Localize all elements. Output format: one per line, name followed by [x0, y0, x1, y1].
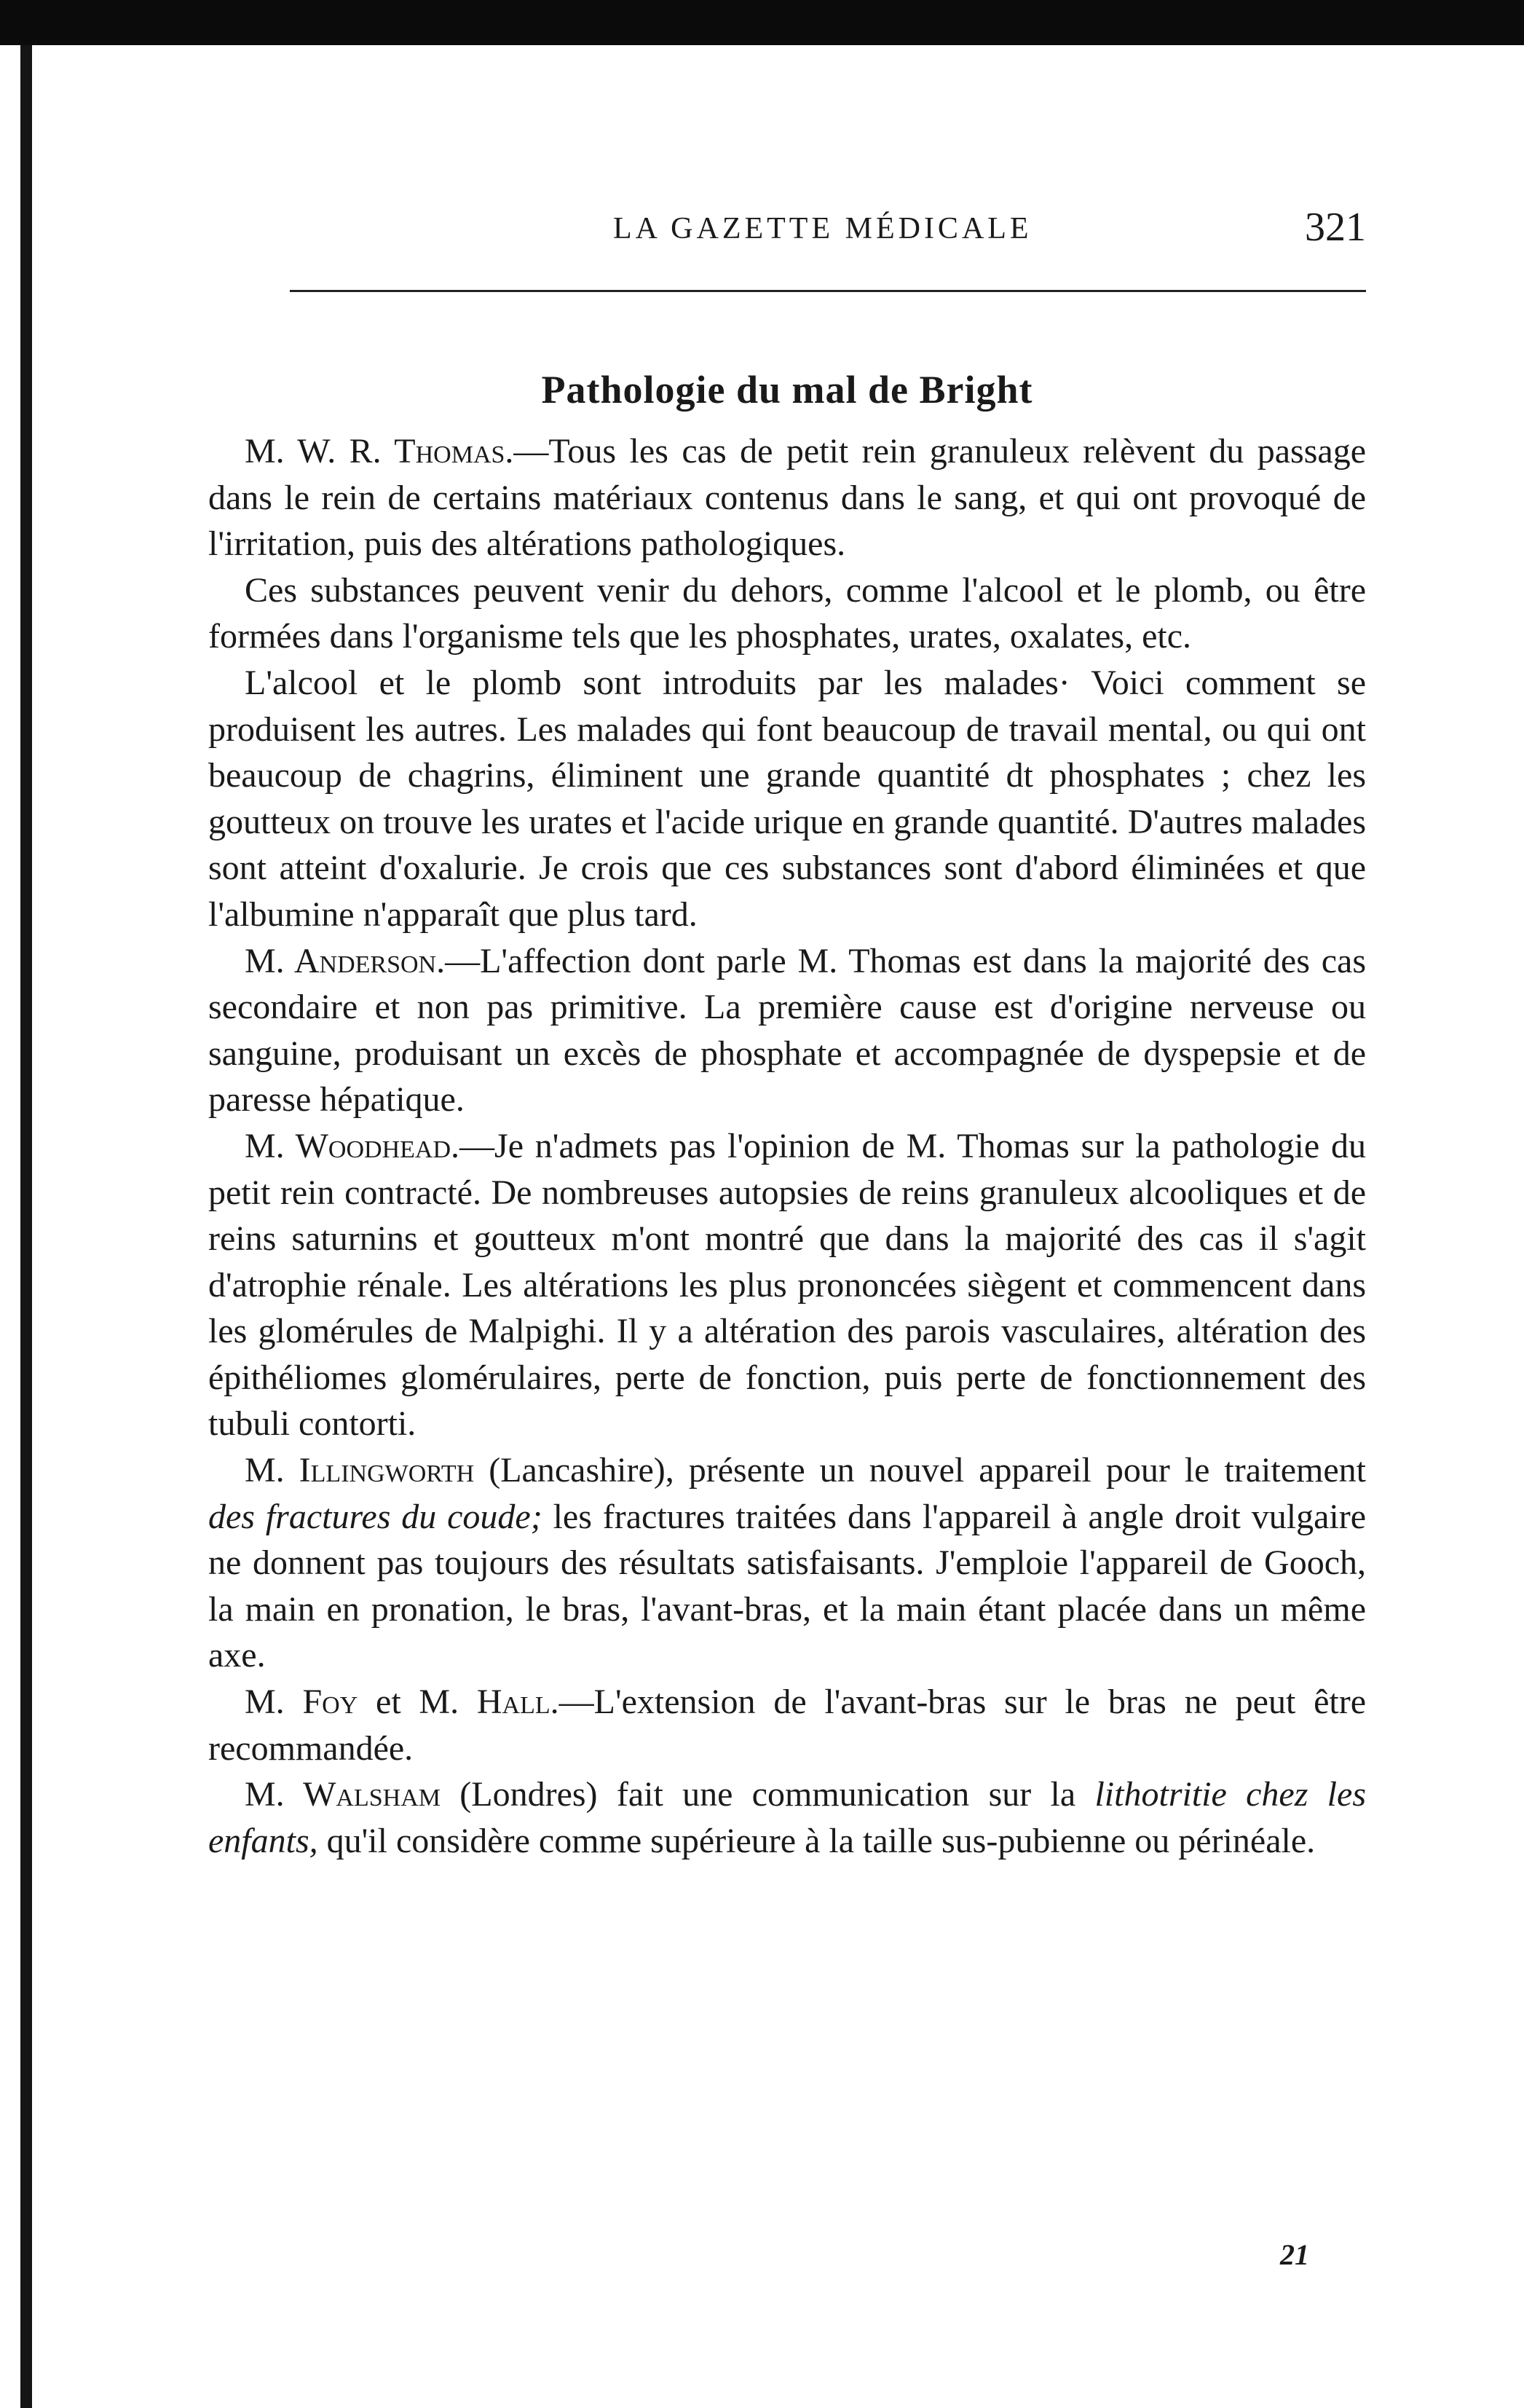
scan-left-border: [20, 45, 32, 2408]
speaker-name: M. Illingworth: [245, 1451, 475, 1490]
speaker-name: M. Woodhead: [245, 1126, 451, 1165]
paragraph-text: (Londres) fait une communication sur la: [440, 1775, 1095, 1814]
paragraph-text: les fractures traitées dans l'appareil à angle droit vulgaire ne donnent pas toujours des résultats satisfaisants. J'emploie l'appareil de Gooch, la main en pronation, le bras, l'avant-bras, et la main étant placée dans un même axe.: [208, 1497, 1366, 1675]
paragraph-foy-hall: [208, 1679, 1366, 1771]
paragraph-thomas: [208, 428, 1366, 567]
page-header: [208, 205, 1366, 267]
header-rule: [290, 290, 1366, 292]
scan-top-border: [0, 0, 1524, 45]
paragraph-alcool: [208, 660, 1366, 938]
paragraph-text: L'alcool et le plomb sont introduits par les malades· Voici comment se produisent les autres. Les malades qui font beaucoup de travail mental, ou qui ont beaucoup de chagrins, éliminent une grande quantité dt phosphates ; chez les goutteux on trouve les urates et l'acide urique en grande quantité. D'autres malades sont atteint d'oxalurie. Je crois que ces substances sont d'abord éliminées et que l'albumine n'apparaît que plus tard.: [208, 663, 1366, 934]
article-body: [208, 428, 1366, 1864]
paragraph-text: .—Tous les cas de petit rein granuleux relèvent du passage dans le rein de certains matériaux contenus dans le sang, et qui ont provoqué de l'irritation, puis des altérations pathologiques.: [208, 432, 1366, 564]
paragraph-text: qu'il considère comme supérieure à la taille sus-pubienne ou périnéale.: [317, 1821, 1316, 1860]
page-number: 321: [1305, 205, 1366, 250]
section-title: Pathologie du mal de Bright: [541, 368, 1033, 412]
speaker-name-2: M. Hall: [419, 1683, 550, 1722]
paragraph-text: (Lancashire), présente un nouvel appareil pour le traitement: [474, 1451, 1367, 1490]
paragraph-substances: [208, 567, 1366, 660]
italic-phrase: lithotritie chez les enfants,: [208, 1775, 1367, 1860]
speaker-name: M. Anderson: [245, 941, 437, 980]
speaker-name: M. W. R. Thomas: [245, 432, 505, 471]
paragraph-walsham: [208, 1771, 1366, 1864]
paragraph-illingworth: [208, 1447, 1366, 1679]
paragraph-anderson: [208, 938, 1366, 1123]
paragraph-text: .—L'affection dont parle M. Thomas est dans la majorité des cas secondaire et non pas primitive. La première cause est d'origine nerveuse ou sanguine, produisant un excès de phosphate et accompagnée de dyspepsie et de paresse hépatique.: [208, 941, 1367, 1120]
running-title: LA GAZETTE MÉDICALE: [613, 212, 1033, 245]
paragraph-text: .—L'extension de l'avant-bras sur le bras ne peut être recommandée.: [208, 1683, 1367, 1768]
paragraph-text: .—Je n'admets pas l'opinion de M. Thomas sur la pathologie du petit rein contracté. De nombreuses autopsies de reins granuleux alcooliques et de reins saturnins et goutteux m'ont montré que dans la majorité des cas il s'agit d'atrophie rénale. Les altérations les plus prononcées siègent et commencent dans les glomérules de Malpighi. Il y a altération des parois vasculaires, altération des épithéliomes glomérulaires, perte de fonction, puis perte de fonctionnement des tubuli contorti.: [208, 1126, 1366, 1444]
conjunction: et: [358, 1683, 419, 1722]
italic-phrase: des fractures du coude;: [208, 1497, 542, 1536]
signature-mark: 21: [1280, 2238, 1309, 2271]
speaker-name: M. Walsham: [245, 1775, 441, 1814]
paragraph-text: Ces substances peuvent venir du dehors, comme l'alcool et le plomb, ou être formées dans l'organisme tels que les phosphates, urates, oxalates, etc.: [208, 570, 1366, 656]
paragraph-woodhead: [208, 1123, 1366, 1447]
speaker-name: M. Foy: [245, 1683, 358, 1722]
